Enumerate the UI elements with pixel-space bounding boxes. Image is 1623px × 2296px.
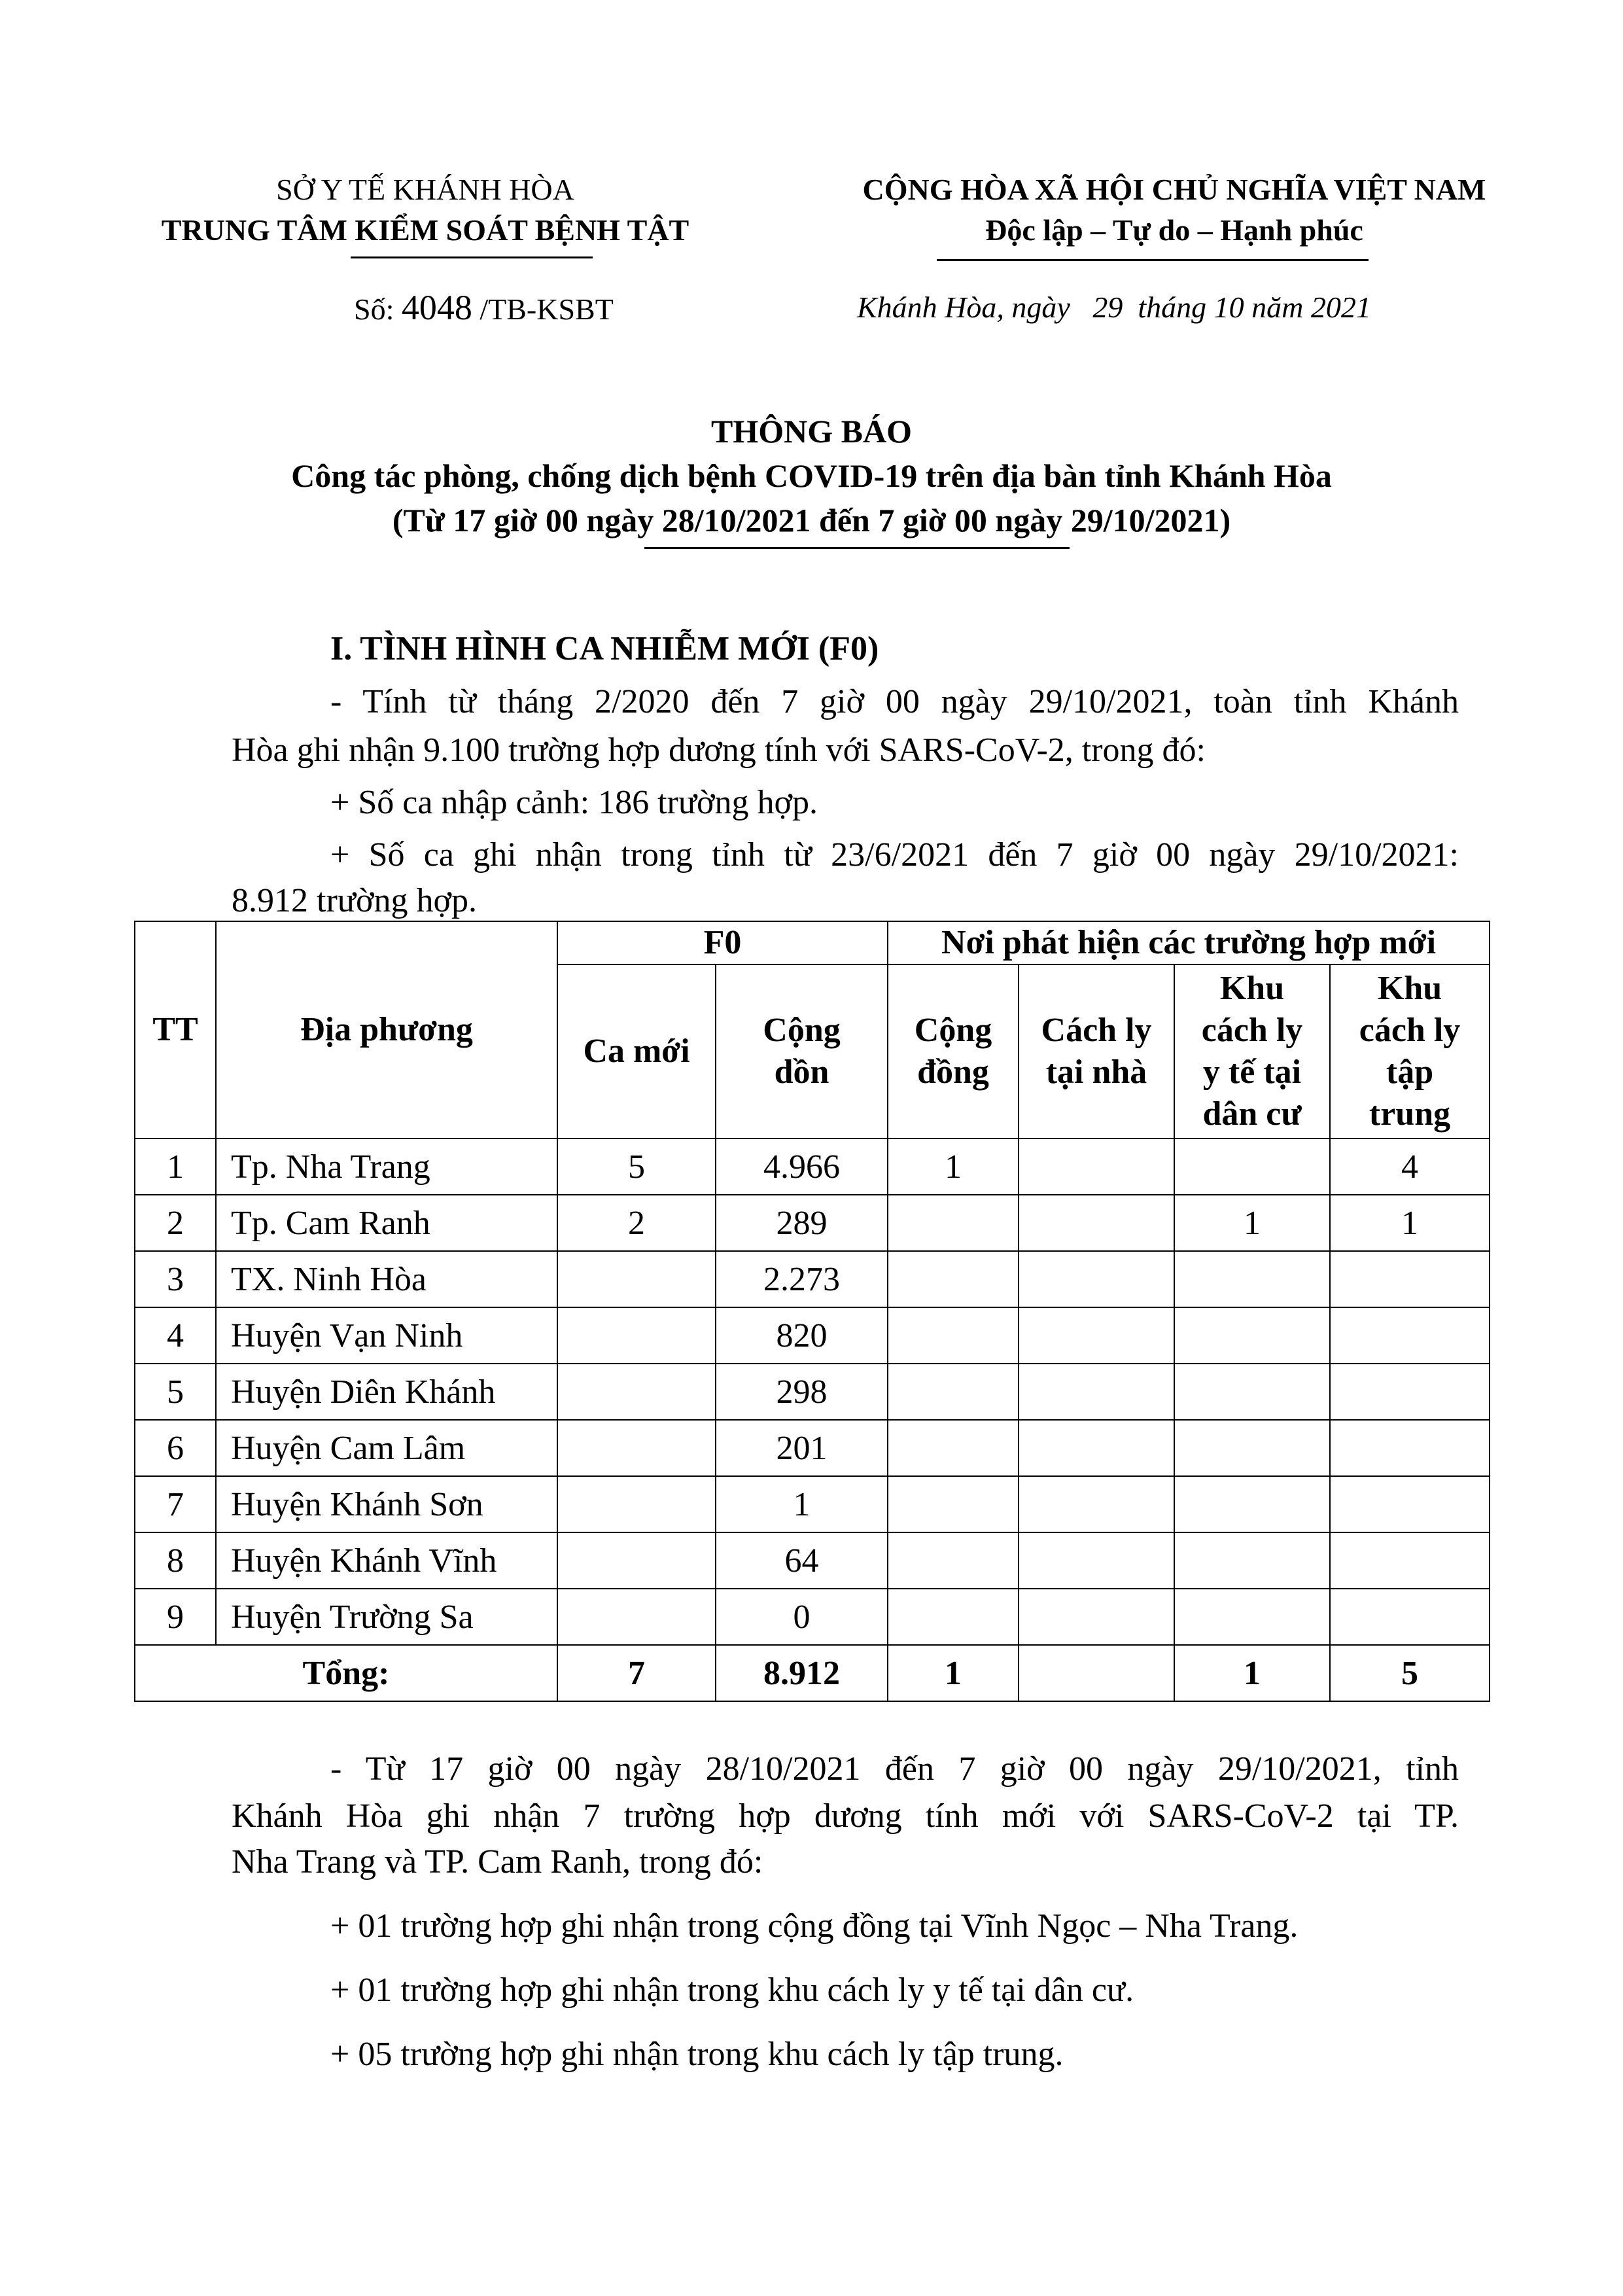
cell-home [1019,1420,1174,1476]
cell-cumulative: 1 [716,1476,888,1532]
bullet-concentrated: + 05 trường hợp ghi nhận trong khu cách ly tập trung. [330,2036,1064,2073]
col-header-cumulative-l1: Cộng [763,1012,841,1049]
cell-concentrated [1330,1307,1490,1364]
cell-residential [1174,1307,1330,1364]
cell-new [557,1307,716,1364]
cell-home [1019,1476,1174,1532]
col-header-locality: Địa phương [216,921,557,1139]
cell-locality: Tp. Nha Trang [216,1139,557,1195]
cell-community [888,1532,1019,1589]
cell-concentrated [1330,1364,1490,1420]
table-row [135,1251,1490,1307]
col-header-community-l2: đồng [917,1053,989,1091]
cell-locality: Huyện Khánh Sơn [216,1476,557,1532]
notice-heading: THÔNG BÁO [711,413,912,450]
col-header-residential-isolation [1174,964,1330,1139]
notice-period: (Từ 17 giờ 00 ngày 28/10/2021 đến 7 giờ 00 ngày 29/10/2021) [392,502,1231,539]
cell-home [1019,1364,1174,1420]
table-row [135,1195,1490,1251]
col-header-res-l3: y tế tại [1202,1053,1302,1091]
table-row [135,1307,1490,1364]
date-line: Khánh Hòa, ngày 29 tháng 10 năm 2021 [857,291,1371,324]
cell-residential [1174,1251,1330,1307]
cell-concentrated [1330,1589,1490,1645]
doc-number-line [354,288,614,329]
title-underline [644,547,1070,549]
col-header-res-l4: dân cư [1202,1095,1302,1133]
cell-community [888,1589,1019,1645]
cell-cumulative: 820 [716,1307,888,1364]
col-header-conc-l2: cách ly [1359,1012,1461,1049]
table-body [135,1139,1490,1701]
cell-locality: Huyện Cam Lâm [216,1420,557,1476]
cell-cumulative: 289 [716,1195,888,1251]
col-header-res-l2: cách ly [1201,1012,1303,1049]
cell-residential: 1 [1174,1195,1330,1251]
notice-subject: Công tác phòng, chống dịch bệnh COVID-19 trên địa bàn tỉnh Khánh Hòa [291,457,1332,494]
cell-tt: 4 [135,1307,216,1364]
cell-new [557,1589,716,1645]
cell-concentrated [1330,1251,1490,1307]
cell-cumulative: 64 [716,1532,888,1589]
cell-concentrated: 4 [1330,1139,1490,1195]
cases-table [134,921,1490,1702]
doc-number-suffix: /TB-KSBT [480,292,614,326]
cell-home [1019,1139,1174,1195]
col-header-community-l1: Cộng [914,1012,992,1049]
total-residential: 1 [1174,1645,1330,1701]
cell-concentrated [1330,1420,1490,1476]
cell-residential [1174,1532,1330,1589]
cell-tt: 3 [135,1251,216,1307]
table-row [135,1364,1490,1420]
table-row [135,1476,1490,1532]
col-header-tt: TT [135,921,216,1139]
cell-cumulative: 4.966 [716,1139,888,1195]
cell-tt: 2 [135,1195,216,1251]
doc-number: 4048 [401,288,472,327]
cell-community [888,1307,1019,1364]
cell-community [888,1476,1019,1532]
cell-community [888,1420,1019,1476]
section-heading: I. TÌNH HÌNH CA NHIỄM MỚI (F0) [330,630,879,667]
col-header-community [888,964,1019,1139]
col-header-conc-l1: Khu [1377,970,1442,1007]
cell-tt: 5 [135,1364,216,1420]
total-concentrated: 5 [1330,1645,1490,1701]
total-community: 1 [888,1645,1019,1701]
cell-residential [1174,1139,1330,1195]
col-header-res-l1: Khu [1219,970,1285,1007]
agency-name: TRUNG TÂM KIỂM SOÁT BỆNH TẬT [161,213,689,247]
cell-concentrated [1330,1532,1490,1589]
agency-parent: SỞ Y TẾ KHÁNH HÒA [276,173,574,206]
paragraph-3-line-2: 8.912 trường hợp. [232,882,477,919]
cell-tt: 1 [135,1139,216,1195]
col-header-detection-place: Nơi phát hiện các trường hợp mới [888,921,1490,964]
table-header-row-1 [135,921,1490,964]
cell-locality: TX. Ninh Hòa [216,1251,557,1307]
paragraph-1-line-2: Hòa ghi nhận 9.100 trường hợp dương tính với SARS-CoV-2, trong đó: [232,732,1206,769]
motto-underline [937,259,1369,261]
country-name: CỘNG HÒA XÃ HỘI CHỦ NGHĨA VIỆT NAM [862,173,1486,206]
table-total-row [135,1645,1490,1701]
bullet-community: + 01 trường hợp ghi nhận trong cộng đồng tại Vĩnh Ngọc – Nha Trang. [330,1907,1299,1945]
col-header-conc-l3: tập [1386,1053,1434,1091]
cell-residential [1174,1364,1330,1420]
cell-community: 1 [888,1139,1019,1195]
cell-locality: Tp. Cam Ranh [216,1195,557,1251]
paragraph-2: + Số ca nhập cảnh: 186 trường hợp. [330,784,818,821]
cell-concentrated: 1 [1330,1195,1490,1251]
col-header-concentrated-isolation [1330,964,1490,1139]
cell-cumulative: 298 [716,1364,888,1420]
cell-new [557,1251,716,1307]
total-label: Tổng: [135,1645,557,1701]
table-row [135,1532,1490,1589]
col-header-conc-l4: trung [1369,1095,1451,1133]
cell-new [557,1420,716,1476]
cell-cumulative: 2.273 [716,1251,888,1307]
table-row [135,1139,1490,1195]
cell-residential [1174,1420,1330,1476]
table-row [135,1420,1490,1476]
col-header-new-cases: Ca mới [557,964,716,1139]
table-row [135,1589,1490,1645]
col-header-home-l1: Cách ly [1041,1012,1152,1049]
cell-home [1019,1251,1174,1307]
cell-tt: 8 [135,1532,216,1589]
cell-residential [1174,1476,1330,1532]
motto: Độc lập – Tự do – Hạnh phúc [985,213,1363,247]
cell-new: 2 [557,1195,716,1251]
cell-community [888,1195,1019,1251]
cell-tt: 6 [135,1420,216,1476]
total-cumulative: 8.912 [716,1645,888,1701]
cell-locality: Huyện Diên Khánh [216,1364,557,1420]
total-home [1019,1645,1174,1701]
doc-number-label: Số: [354,292,394,326]
cell-new: 5 [557,1139,716,1195]
cell-home [1019,1307,1174,1364]
cell-new [557,1476,716,1532]
cell-new [557,1364,716,1420]
cell-home [1019,1589,1174,1645]
cell-cumulative: 201 [716,1420,888,1476]
cell-concentrated [1330,1476,1490,1532]
col-header-home-l2: tại nhà [1045,1053,1147,1091]
cell-community [888,1364,1019,1420]
cell-residential [1174,1589,1330,1645]
col-header-f0: F0 [557,921,888,964]
cell-new [557,1532,716,1589]
paragraph-4-line-1: - Từ 17 giờ 00 ngày 28/10/2021 đến 7 giờ 00 ngày 29/10/2021, tỉnh [330,1750,1459,1788]
total-new: 7 [557,1645,716,1701]
cell-tt: 7 [135,1476,216,1532]
paragraph-4-line-2: Khánh Hòa ghi nhận 7 trường hợp dương tính mới với SARS-CoV-2 tại TP. [232,1797,1459,1835]
cell-cumulative: 0 [716,1589,888,1645]
col-header-cumulative [716,964,888,1139]
cell-tt: 9 [135,1589,216,1645]
cell-home [1019,1195,1174,1251]
cell-locality: Huyện Khánh Vĩnh [216,1532,557,1589]
agency-underline [351,256,593,258]
paragraph-1-line-1: - Tính từ tháng 2/2020 đến 7 giờ 00 ngày 29/10/2021, toàn tỉnh Khánh [330,683,1459,720]
col-header-home-isolation [1019,964,1174,1139]
paragraph-3-line-1: + Số ca ghi nhận trong tỉnh từ 23/6/2021 đến 7 giờ 00 ngày 29/10/2021: [330,836,1459,874]
cell-home [1019,1532,1174,1589]
cell-community [888,1251,1019,1307]
bullet-residential: + 01 trường hợp ghi nhận trong khu cách ly y tế tại dân cư. [330,1971,1134,2009]
col-header-cumulative-l2: dồn [774,1053,829,1091]
paragraph-4-line-3: Nha Trang và TP. Cam Ranh, trong đó: [232,1843,763,1881]
cell-locality: Huyện Trường Sa [216,1589,557,1645]
cell-locality: Huyện Vạn Ninh [216,1307,557,1364]
